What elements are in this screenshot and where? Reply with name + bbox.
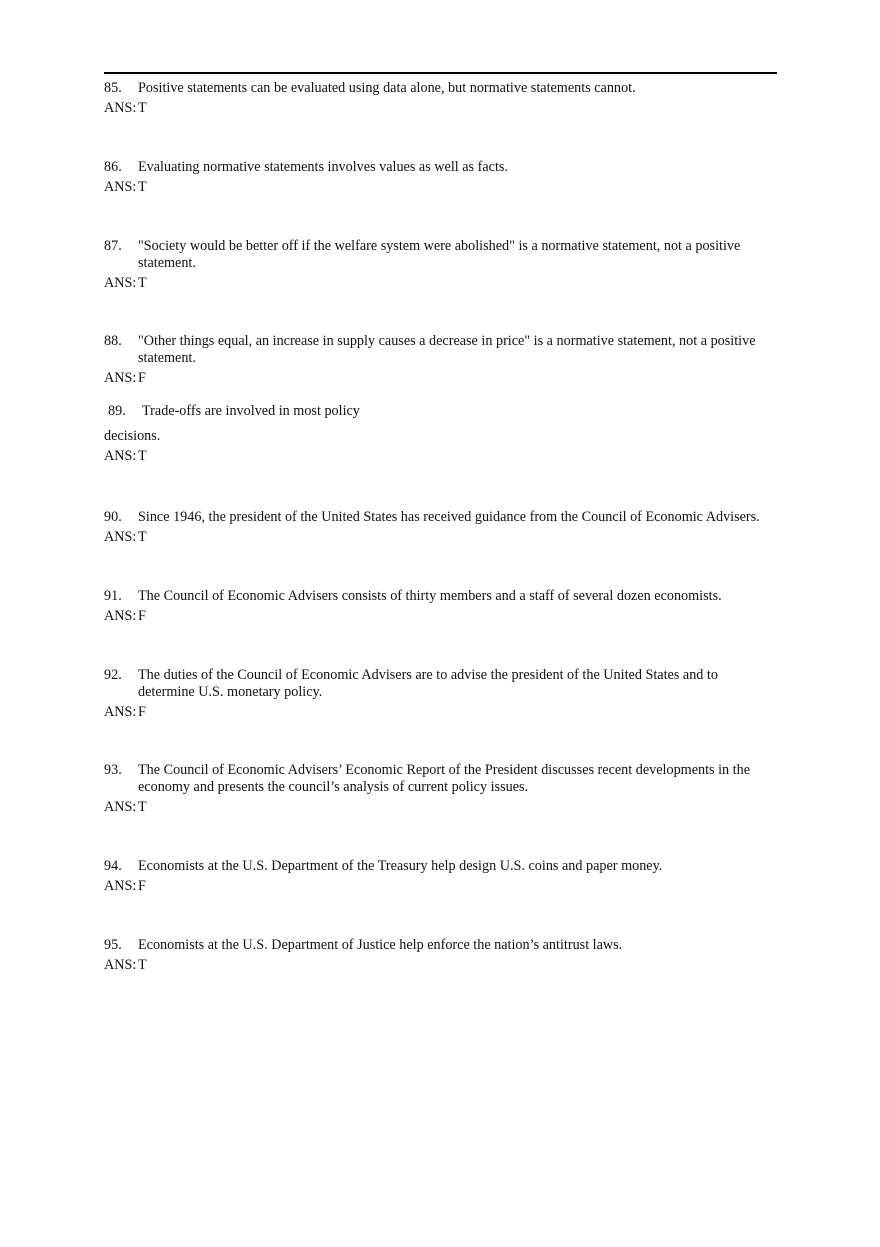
top-rule [104, 72, 777, 74]
question-item [104, 588, 774, 625]
question-item [104, 667, 774, 721]
answer-line [104, 370, 774, 387]
question-number: 88. [104, 333, 122, 349]
answer-value: T [138, 448, 147, 464]
question [104, 333, 774, 367]
question-text: The Council of Economic Advisers’ Economic Report of the President discusses recent developments in the economy and presents the council’s analysis of current policy issues. [138, 762, 751, 795]
answer-label: ANS: [104, 608, 137, 624]
answer-label: ANS: [104, 799, 137, 815]
answer-line [104, 275, 774, 292]
question-text: "Other things equal, an increase in supply causes a decrease in price" is a normative statement, not a positive statement. [138, 333, 756, 366]
question-item [104, 238, 774, 292]
answer-label: ANS: [104, 704, 137, 720]
question-text: Trade-offs are involved in most policy [142, 403, 360, 419]
answer-line [104, 799, 774, 816]
question-number: 91. [104, 588, 122, 604]
question-number: 94. [104, 858, 122, 874]
question-text-continued: decisions. [104, 428, 161, 444]
answer-value: T [138, 100, 147, 116]
answer-label: ANS: [104, 957, 137, 973]
question-text: Since 1946, the president of the United States has received guidance from the Council of Economic Advisers. [138, 509, 760, 525]
question-text: Positive statements can be evaluated using data alone, but normative statements cannot. [138, 80, 636, 96]
answer-value: T [138, 275, 147, 291]
question [104, 80, 774, 97]
question-item [104, 80, 774, 117]
answer-line [104, 608, 774, 625]
question [104, 509, 784, 526]
question-text: The Council of Economic Advisers consists of thirty members and a staff of several dozen economists. [138, 588, 722, 604]
question [104, 159, 774, 176]
question [104, 762, 774, 796]
answer-line [104, 704, 774, 721]
question-item [104, 159, 774, 196]
question-text: "Society would be better off if the welfare system were abolished" is a normative statement, not a positive statement. [138, 238, 741, 271]
answer-label: ANS: [104, 179, 137, 195]
answer-label: ANS: [104, 878, 137, 894]
question-item [104, 403, 774, 465]
answer-line [104, 957, 774, 974]
question-number: 87. [104, 238, 122, 254]
question-item [104, 509, 784, 546]
answer-value: T [138, 957, 147, 973]
question [104, 588, 774, 605]
question-number: 89. [108, 403, 126, 419]
answer-line [104, 878, 774, 895]
question-number: 85. [104, 80, 122, 96]
question-item [104, 937, 774, 974]
question-text: Economists at the U.S. Department of Justice help enforce the nation’s antitrust laws. [138, 937, 623, 953]
answer-line [104, 529, 784, 546]
question [104, 403, 774, 420]
question-text: Evaluating normative statements involves values as well as facts. [138, 159, 508, 175]
answer-label: ANS: [104, 100, 137, 116]
answer-value: T [138, 179, 147, 195]
question-item [104, 762, 774, 816]
answer-value: F [138, 608, 146, 624]
answer-label: ANS: [104, 529, 137, 545]
question-item [104, 333, 774, 387]
question [104, 858, 774, 875]
question-number: 90. [104, 509, 122, 525]
answer-label: ANS: [104, 448, 137, 464]
question-number: 86. [104, 159, 122, 175]
answer-line [104, 448, 774, 465]
question [104, 667, 774, 701]
question-number: 92. [104, 667, 122, 683]
question-text: The duties of the Council of Economic Advisers are to advise the president of the United States and to determine U.S. monetary policy. [138, 667, 718, 700]
answer-value: F [138, 878, 146, 894]
question-number: 95. [104, 937, 122, 953]
question [104, 937, 774, 954]
question-number: 93. [104, 762, 122, 778]
answer-value: T [138, 529, 147, 545]
answer-label: ANS: [104, 370, 137, 386]
answer-value: T [138, 799, 147, 815]
question-item [104, 858, 774, 895]
question [104, 238, 774, 272]
question-text: Economists at the U.S. Department of the Treasury help design U.S. coins and paper money. [138, 858, 663, 874]
answer-line [104, 179, 774, 196]
answer-value: F [138, 704, 146, 720]
answer-line [104, 100, 774, 117]
answer-label: ANS: [104, 275, 137, 291]
answer-value: F [138, 370, 146, 386]
